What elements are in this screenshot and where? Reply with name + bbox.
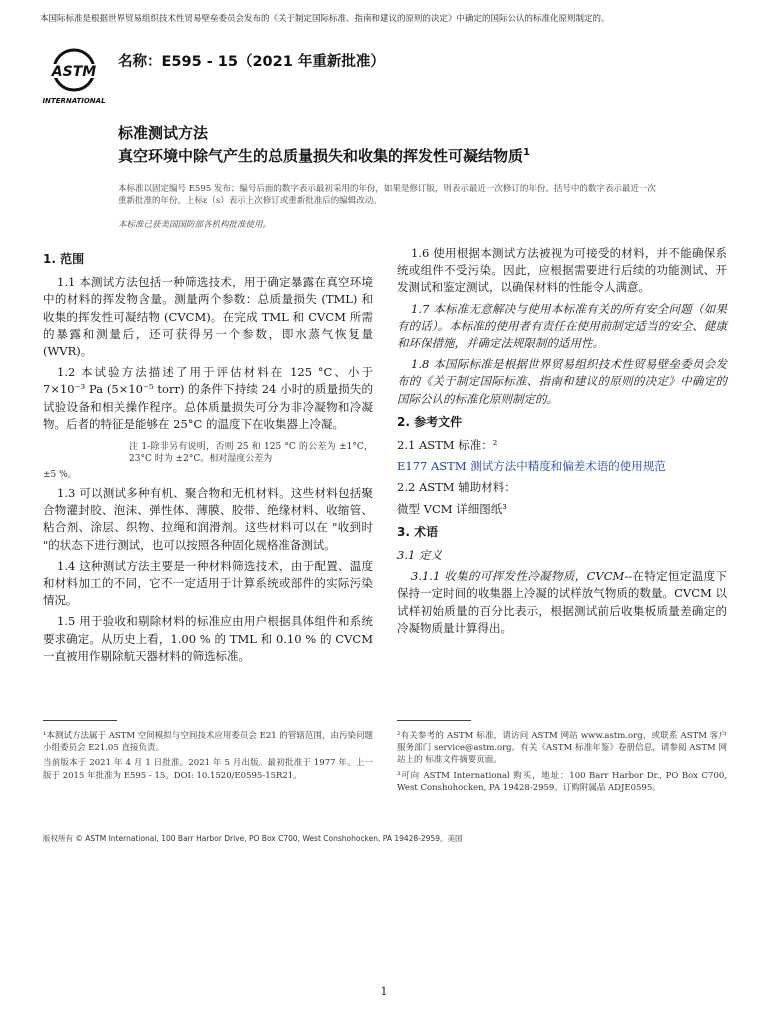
approval-note: 本标准已获美国国防部各机构批准使用。 (118, 220, 272, 230)
footnote-1: ¹本测试方法属于 ASTM 空间模拟与空间技术应用委员会 E21 的管辖范围，由污染问题小组委员会 E21.05 直接负责。 (43, 731, 373, 754)
document-title: 真空环境中除气产生的总质量损失和收集的挥发性可凝结物质$^1$ (118, 147, 530, 165)
paragraph-1-2: 1.2 本试验方法描述了用于评估材料在 125 °C、小于 7×10⁻³ Pa (5×10⁻⁵ torr) 的条件下持续 24 小时的质量损失的试验设备和相关操作程序。总体质量损失可分为非冷凝物和冷凝物。后者的特征是能够在 25°C 的温度下在收集器上冷凝。 (43, 365, 373, 431)
paragraph-3-1-1 (397, 568, 727, 637)
right-column (397, 245, 727, 641)
issue-note: 本标准以固定编号 E595 发布；编号后面的数字表示最初采用的年份，如果是修订版，则表示最近一次修订的年份。括号中的数字表示最近一次重新批准的年份。上标ε（s）表示上次修订或重新批准后的编辑改动。 (118, 184, 656, 206)
footnote-version: 当前版本于 2021 年 4 月 1 日批准。2021 年 5 月出版。最初批准于 1977 年。上一版于 2015 年批准为 E595 - 15。DOI: 10.1520/E0595-15R21。 (43, 758, 373, 781)
paragraph-1-3: 1.3 可以测试多种有机、聚合物和无机材料。这些材料包括聚合物灌封胶、泡沫、弹性体、薄膜、胶带、绝缘材料、收缩管、粘合剂、涂层、织物、拉绳和润滑剂。这些材料可以在 "收到时 "的状态下进行测试，也可以按照各种固化规格准备测试。 (43, 486, 373, 552)
paragraph-1-6: 1.6 使用根据本测试方法被视为可接受的材料，并不能确保系统或组件不受污染。因此，应根据需要进行后续的功能测试、开发测试和鉴定测试，以确保材料的性能令人满意。 (397, 246, 727, 295)
left-column (43, 245, 373, 669)
section-heading-terminology: 3. 术语 (397, 524, 439, 539)
logo-subtext: INTERNATIONAL (42, 97, 106, 105)
reference-2-2-label: 2.2 ASTM 辅助材料： (397, 480, 516, 495)
definitions-label: 3.1 定义 (397, 548, 442, 563)
term-cvcm: 3.1.1 收集的可挥发性冷凝物质，CVCM-- (411, 569, 633, 584)
reference-2-1-label: 2.1 ASTM 标准：² (397, 438, 498, 453)
footnote-divider-left (43, 720, 117, 721)
paragraph-1-1: 1.1 本测试方法包括一种筛选技术，用于确定暴露在真空环境中的材料的挥发物含量。测量两个参数：总质量损失 (TML) 和收集的挥发性可凝结物 (CVCM)。在完成 TML 和 CVCM 所需的暴露和测量后，还可获得另一个参数，即水蒸气恢复量 (WVR)。 (43, 275, 373, 359)
paragraph-1-7: 1.7 本标准无意解决与使用本标准有关的所有安全问题（如果有的话）。本标准的使用者有责任在使用前制定适当的安全、健康和环保措施，并确定法规限制的适用性。 (397, 301, 727, 351)
section-heading-scope: 1. 范围 (43, 252, 85, 266)
copyright-line: 版权所有 © ASTM International, 100 Barr Harbor Drive, PO Box C700, West Conshohocken, PA 19428-2959。美国 (43, 834, 463, 843)
paragraph-1-4: 1.4 这种测试方法主要是一种材料筛选技术，由于配置、温度和材料加工的不同，它不一定适用于计算系统或部件的实际污染情况。 (43, 558, 373, 608)
reference-e177-link[interactable]: E177 ASTM 测试方法中精度和偏差术语的使用规范 (397, 459, 666, 474)
term-cvcm-definition: 在特定恒定温度下保持一定时间的收集器上冷凝的试样放气物质的数量。CVCM 以试样初始质量的百分比表示，根据测试前后收集板质量差确定的冷凝物质量计算得出。 (397, 569, 727, 635)
page-number: 1 (380, 985, 388, 998)
document-type: 标准测试方法 (118, 124, 209, 142)
logo-text: ASTM (51, 64, 97, 80)
paragraph-1-5: 1.5 用于验收和剔除材料的标准应由用户根据具体组件和系统要求确定。从历史上看，1.00 % 的 TML 和 0.10 % 的 CVCM 一直被用作剔除航天器材料的筛选标准。 (43, 614, 373, 663)
note-1-tail: ±5 %。 (43, 470, 77, 481)
section-heading-references: 2. 参考文件 (397, 414, 463, 429)
note-1: 注 1-除非另有说明，否则 25 和 125 °C 的公差为 ±1°C，23°C 时为 ±2°C。相对湿度公差为 (129, 442, 373, 465)
footnotes-right (397, 730, 727, 797)
designation: 名称：E595 - 15（2021 年重新批准） (118, 54, 385, 70)
paragraph-1-8: 1.8 本国际标准是根据世界贸易组织技术性贸易壁垒委员会发布的《关于制定国际标准、指南和建议的原则的决定》中确定的国际公认的标准化原则制定的。 (397, 357, 727, 406)
astm-logo (42, 46, 110, 108)
footnote-3: ³可向 ASTM International 购买，地址：100 Barr Harbor Dr., PO Box C700, West Conshohocken, PA 19428-2959。订购附属品 ADJE0595。 (397, 770, 727, 793)
footnote-2: ²有关参考的 ASTM 标准，请访问 ASTM 网站 www.astm.org，或联系 ASTM 客户服务部门 service@astm.org。有关《ASTM 标准年鉴》卷册信息，请参阅 ASTM 网站上的 标准文件摘要页面。 (397, 731, 727, 766)
footnotes-left (43, 730, 373, 785)
footnote-divider-right (397, 720, 471, 721)
top-notice: 本国际标准是根据世界贸易组织技术性贸易壁垒委员会发布的《关于制定国际标准、指南和建议的原则的决定》中确定的国际公认的标准化原则制定的。 (40, 14, 610, 24)
title-footnote-ref: 1 (523, 147, 530, 158)
reference-vcm-drawing: 微型 VCM 详细图纸³ (397, 501, 507, 516)
